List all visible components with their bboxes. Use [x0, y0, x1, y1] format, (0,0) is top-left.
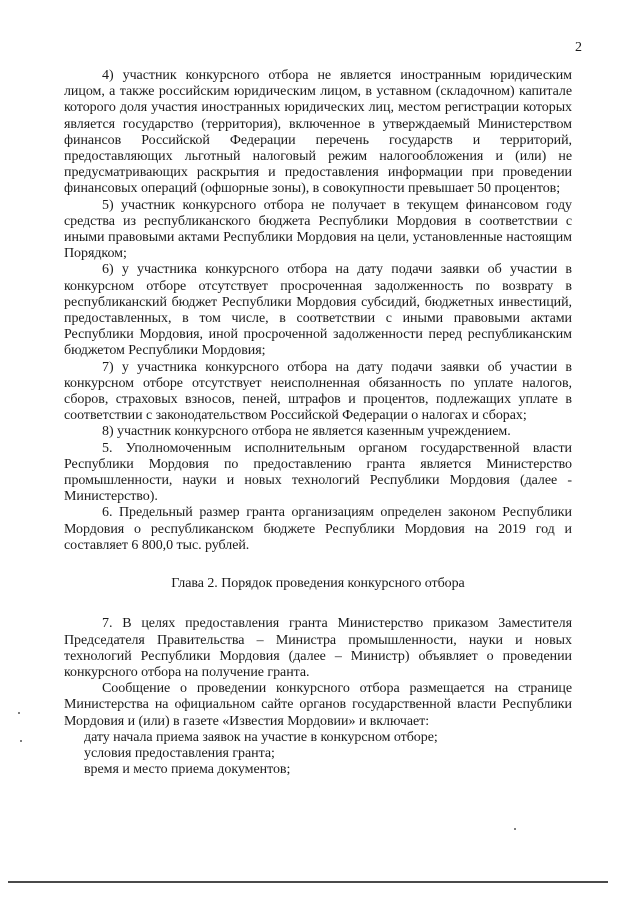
document-body: [64, 68, 572, 778]
paragraph-item-6: 6) у участника конкурсного отбора на дату подачи заявки об участии в конкурсном отборе отсутствует просроченная задолженность по возврату в республиканский бюджет Республики Мордовия субсидий, бюджетных инвестиций, предоставленных, в том числе, в соответствии с иными правовыми актами Республики Мордовия, иной просроченной задолженности перед республиканским бюджетом Республики Мордовия;: [64, 262, 572, 359]
paragraph-announcement: Сообщение о проведении конкурсного отбора размещается на странице Министерства на официальном сайте органов государственной власти Республики Мордовия и (или) в газете «Известия Мордовии» и включает:: [64, 681, 572, 729]
paragraph-item-5: 5) участник конкурсного отбора не получает в текущем финансовом году средства из республиканского бюджета Республики Мордовия в соответствии с иными правовыми актами Республики Мордовия на цели, установленные настоящим Порядком;: [64, 197, 572, 262]
scan-edge-line: [8, 881, 608, 883]
list-item: условия предоставления гранта;: [84, 745, 275, 761]
scan-speck: [20, 740, 22, 742]
scan-speck: [514, 828, 516, 830]
paragraph-clause-5: 5. Уполномоченным исполнительным органом государственной власти Республики Мордовия по предоставлению гранта является Министерство промышленности, науки и новых технологий Республики Мордовия (далее - Министерство).: [64, 440, 572, 505]
paragraph-clause-7: 7. В целях предоставления гранта Министерство приказом Заместителя Председателя Правительства – Министра промышленности, науки и новых технологий Республики Мордовия (далее – Министр) объявляет о проведении конкурсного отбора на получение гранта.: [64, 616, 572, 680]
paragraph-item-7: 7) у участника конкурсного отбора на дату подачи заявки об участии в конкурсном отборе отсутствует неисполненная обязанность по уплате налогов, сборов, страховых взносов, пеней, штрафов и процентов, подлежащих уплате в соответствии с законодательством Российской Федерации о налогах и сборах;: [64, 359, 572, 424]
page-number: 2: [575, 40, 582, 55]
scan-speck: [18, 712, 20, 714]
chapter-heading: Глава 2. Порядок проведения конкурсного отбора: [171, 576, 465, 592]
paragraph-item-8: 8) участник конкурсного отбора не является казенным учреждением.: [102, 424, 511, 440]
paragraph-clause-6: 6. Предельный размер гранта организациям определен законом Республики Мордовия о республиканском бюджете Республики Мордовия на 2019 год и составляет 6 800,0 тыс. рублей.: [64, 505, 572, 553]
list-item: время и место приема документов;: [84, 762, 291, 778]
list-item: дату начала приема заявок на участие в конкурсном отборе;: [84, 729, 438, 745]
paragraph-item-4: 4) участник конкурсного отбора не является иностранным юридическим лицом, а также российским юридическим лицом, в уставном (складочном) капитале которого доля участия иностранных юридических лиц, местом регистрации которых является государство (территория), включенное в утверждаемый Министерством финансов Российской Федерации перечень государств и территорий, предоставляющих льготный налоговый режим налогообложения и (или) не предусматривающих раскрытия и предоставления информации при проведении финансовых операций (офшорные зоны), в совокупности превышает 50 процентов;: [64, 68, 572, 197]
